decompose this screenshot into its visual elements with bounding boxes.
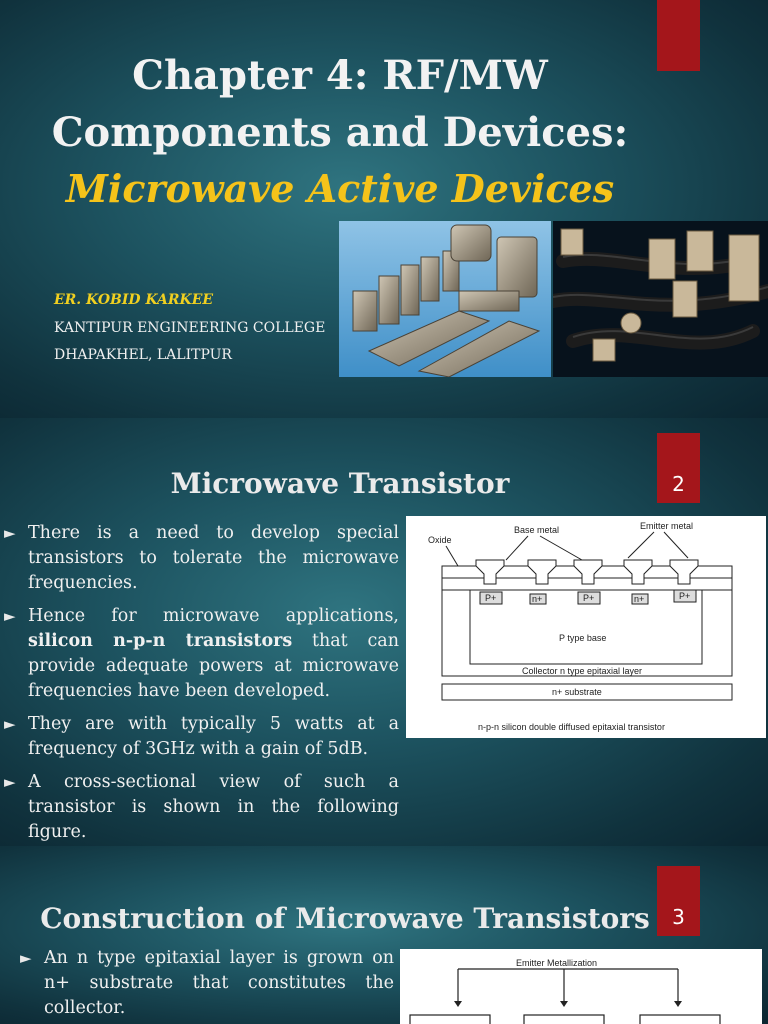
bullet-arrow-icon: ►	[4, 607, 16, 625]
bullet-text: An n type epitaxial layer is grown on n+ substrate that constitutes the collector.	[44, 948, 394, 1018]
p-type-base-label: P type base	[559, 633, 607, 643]
college-address: DHAPAKHEL, LALITPUR	[54, 347, 232, 363]
bullet-arrow-icon: ►	[4, 773, 16, 791]
bullet-item	[4, 604, 399, 704]
bullet-item	[20, 946, 394, 1021]
bullet-text-bold: silicon n-p-n transistors	[28, 631, 293, 651]
bullet-text: There is a need to develop special transistors to tolerate the microwave frequencies.	[28, 523, 399, 593]
waveguide-photo	[339, 221, 551, 377]
emitter-metallization-figure	[400, 949, 762, 1024]
slide-heading: Microwave Transistor	[170, 467, 510, 500]
oxide-label: Oxide	[428, 535, 452, 545]
page-number-tab: 2	[657, 433, 700, 503]
n-plus-label: n+	[532, 594, 543, 604]
college-name: KANTIPUR ENGINEERING COLLEGE	[54, 320, 326, 336]
bullet-text: A cross-sectional view of such a transistor is shown in the following figure.	[28, 772, 399, 842]
bullet-item	[4, 712, 399, 762]
base-metal-label: Base metal	[514, 525, 560, 535]
bullet-text: They are with typically 5 watts at a frequency of 3GHz with a gain of 5dB.	[28, 714, 399, 759]
bullet-arrow-icon: ►	[4, 524, 16, 542]
figure-caption: n-p-n silicon double diffused epitaxial transistor	[478, 722, 665, 732]
figure-title: Emitter Metallization	[516, 958, 598, 968]
p-plus-label: P+	[679, 591, 691, 601]
bullet-arrow-icon: ►	[4, 715, 16, 733]
transistor-cross-section-figure	[406, 516, 766, 738]
bullet-text-post: that can provide adequate powers at microwave frequencies have been developed.	[28, 631, 399, 701]
bullet-item	[4, 521, 399, 596]
slide-heading: Construction of Microwave Transistors	[40, 902, 650, 935]
p-plus-label: P+	[583, 593, 595, 603]
n-plus-label: n+	[634, 594, 645, 604]
author-name: ER. KOBID KARKEE	[54, 292, 214, 308]
bullet-item	[4, 770, 399, 845]
slide-microwave-transistor	[0, 418, 768, 846]
bullet-text-pre: Hence for microwave applications,	[28, 606, 399, 626]
title-line-2: Components and Devices:	[51, 109, 629, 156]
slide-construction	[0, 846, 768, 1024]
emitter-metal-label: Emitter metal	[640, 521, 694, 531]
collector-label: Collector n type epitaxial layer	[522, 666, 643, 676]
cable-assembly-photo	[553, 221, 768, 377]
page-number-tab: 3	[657, 866, 700, 936]
substrate-label: n+ substrate	[552, 687, 602, 697]
p-plus-label: P+	[485, 593, 497, 603]
title-line-1: Chapter 4: RF/MW	[132, 52, 548, 99]
subtitle: Microwave Active Devices	[65, 166, 615, 211]
bullet-arrow-icon: ►	[20, 949, 32, 967]
title-slide	[0, 0, 768, 418]
